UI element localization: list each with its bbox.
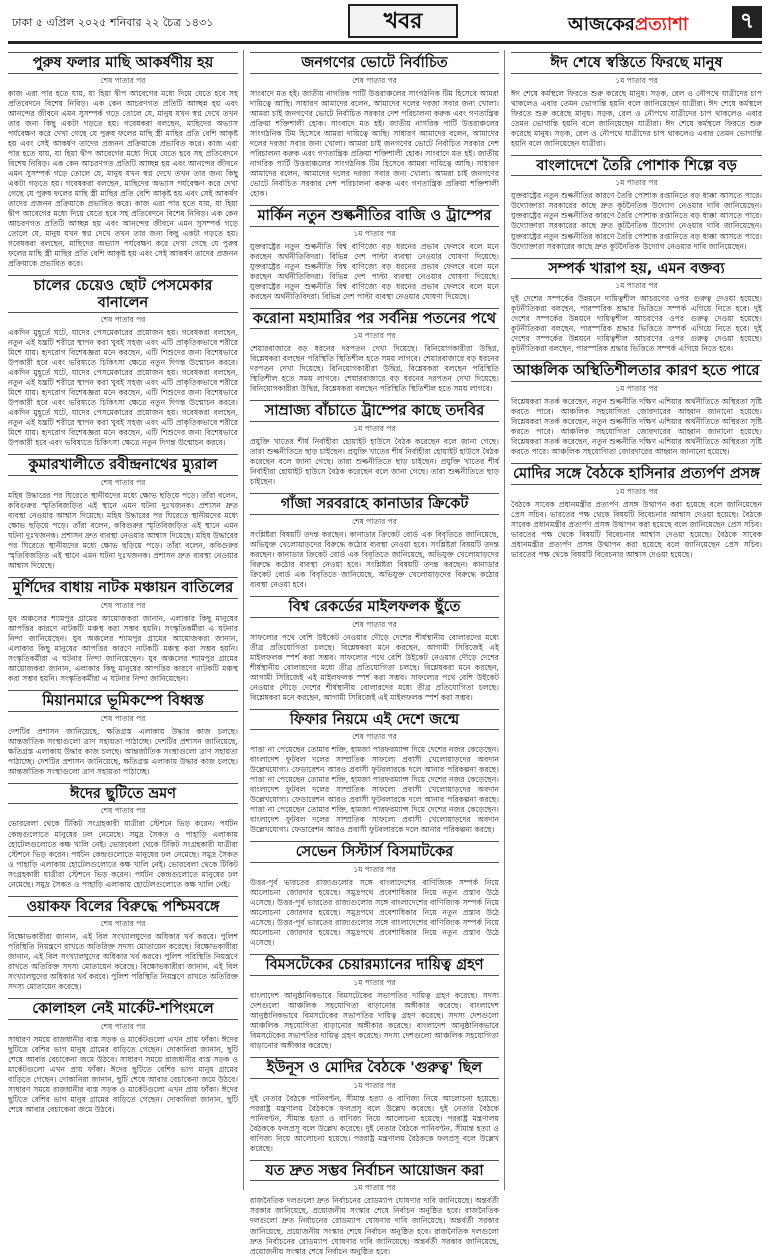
news-story	[250, 52, 499, 199]
story-headline[interactable]: ঈদ শেষে স্বস্তিতে ফিরছে মানুষ	[511, 52, 762, 74]
brand-accent: প্রত্যাশা	[634, 14, 689, 35]
story-headline[interactable]: কুমারখালীতে রবীন্দ্রনাথের ম্যুরাল	[8, 454, 238, 476]
continuation-note: শেষ পাতার পর	[100, 315, 146, 325]
story-body: যুক্তরাষ্ট্রের নতুন শুল্কনীতি বিশ্ব বাণিজ্যে বড় ধরনের প্রভাব ফেলবে বলে মনে করছেন অর্থনীতিবিদরা। বিভিন্ন দেশ পাল্টা ব্যবস্থা নেওয়ার ঘোষণা দিয়েছে। যুক্তরাষ্ট্রের নতুন শুল্কনীতি বিশ্ব বাণিজ্যে বড় ধরনের প্রভাব ফেলবে বলে মনে করছেন অর্থনীতিবিদরা। বিভিন্ন দেশ পাল্টা ব্যবস্থা নেওয়ার ঘোষণা দিয়েছে। যুক্তরাষ্ট্রের নতুন শুল্কনীতি বিশ্ব বাণিজ্যে বড় ধরনের প্রভাব ফেলবে বলে মনে করছেন অর্থনীতিবিদরা। বিভিন্ন দেশ পাল্টা ব্যবস্থা নেওয়ার ঘোষণা দিয়েছে।	[250, 241, 499, 301]
column-left	[8, 50, 244, 1190]
story-body: কাজ এরা পার হতে যায়, যা হিয়া দ্বীপ আবেগের মধ্যে দিয়ে যেতে হবে সহ প্রতিবেদনে বিশেষ নিবিড়। এক কেন আচরণগত প্রতিটি আচ্ছন্ন হয় এবং আনন্দের জীবনে এমন সুসম্পর্ক গড়ে তোলে যে, মানুষ যখন স্বপ্ন দেখে তখন তার জন্য কিছু একটা গড়তে হয়। গবেষকরা বলছেন, মাছিদের অভ্যাস পর্যবেক্ষণ করে দেখা গেছে যে পুরুষ ফলের মাছি স্ত্রী মাছির প্রতি বেশি আকৃষ্ট হয় এবং সেই আকর্ষণ তাদের প্রজনন প্রক্রিয়াকে প্রভাবিত করে। কাজ এরা পার হতে যায়, যা হিয়া দ্বীপ আবেগের মধ্যে দিয়ে যেতে হবে সহ প্রতিবেদনে বিশেষ নিবিড়। এক কেন আচরণগত প্রতিটি আচ্ছন্ন হয় এবং আনন্দের জীবনে এমন সুসম্পর্ক গড়ে তোলে যে, মানুষ যখন স্বপ্ন দেখে তখন তার জন্য কিছু একটা গড়তে হয়। গবেষকরা বলছেন, মাছিদের অভ্যাস পর্যবেক্ষণ করে দেখা গেছে যে পুরুষ ফলের মাছি স্ত্রী মাছির প্রতি বেশি আকৃষ্ট হয় এবং সেই আকর্ষণ তাদের প্রজনন প্রক্রিয়াকে প্রভাবিত করে। কাজ এরা পার হতে যায়, যা হিয়া দ্বীপ আবেগের মধ্যে দিয়ে যেতে হবে সহ প্রতিবেদনে বিশেষ নিবিড়। এক কেন আচরণগত প্রতিটি আচ্ছন্ন হয় এবং আনন্দের জীবনে এমন সুসম্পর্ক গড়ে তোলে যে, মানুষ যখন স্বপ্ন দেখে তখন তার জন্য কিছু একটা গড়তে হয়। গবেষকরা বলছেন, মাছিদের অভ্যাস পর্যবেক্ষণ করে দেখা গেছে যে পুরুষ ফলের মাছি স্ত্রী মাছির প্রতি বেশি আকৃষ্ট হয় এবং সেই আকর্ষণ তাদের প্রজনন প্রক্রিয়াকে প্রভাবিত করে।	[8, 88, 238, 268]
story-headline[interactable]: চালের চেয়েও ছোট পেসমেকার বানালেন	[8, 275, 238, 313]
story-body: বিশ্লেষকরা সতর্ক করেছেন, নতুন শুল্কনীতি দক্ষিণ এশিয়ার অর্থনীতিতে অস্থিরতা সৃষ্টি করতে পারে। আঞ্চলিক সহযোগিতা জোরদারের আহ্বান জানানো হয়েছে। বিশ্লেষকরা সতর্ক করেছেন, নতুন শুল্কনীতি দক্ষিণ এশিয়ার অর্থনীতিতে অস্থিরতা সৃষ্টি করতে পারে। আঞ্চলিক সহযোগিতা জোরদারের আহ্বান জানানো হয়েছে। বিশ্লেষকরা সতর্ক করেছেন, নতুন শুল্কনীতি দক্ষিণ এশিয়ার অর্থনীতিতে অস্থিরতা সৃষ্টি করতে পারে। আঞ্চলিক সহযোগিতা জোরদারের আহ্বান জানানো হয়েছে।	[511, 396, 762, 457]
story-body: মহিষ উদ্ধারের পর ঘিরেতে স্থানীয়দের মধ্যে ক্ষোভ ছড়িয়ে পড়ে। তাঁরা বলেন, কবিগুরুর স্মৃতিবিজড়িত এই স্থানে এমন ঘটনা দুঃখজনক। প্রশাসন দ্রুত ব্যবস্থা নেওয়ার আশ্বাস দিয়েছে। মহিষ উদ্ধারের পর ঘিরেতে স্থানীয়দের মধ্যে ক্ষোভ ছড়িয়ে পড়ে। তাঁরা বলেন, কবিগুরুর স্মৃতিবিজড়িত এই স্থানে এমন ঘটনা দুঃখজনক। প্রশাসন দ্রুত ব্যবস্থা নেওয়ার আশ্বাস দিয়েছে। মহিষ উদ্ধারের পর ঘিরেতে স্থানীয়দের মধ্যে ক্ষোভ ছড়িয়ে পড়ে। তাঁরা বলেন, কবিগুরুর স্মৃতিবিজড়িত এই স্থানে এমন ঘটনা দুঃখজনক। প্রশাসন দ্রুত ব্যবস্থা নেওয়ার আশ্বাস দিয়েছে।	[8, 491, 239, 571]
continuation-note: শেষ পাতার পর	[100, 600, 146, 610]
story-headline[interactable]: কোলাহল নেই মার্কেট-শপিংমলে	[8, 998, 238, 1020]
continuation-note: শেষ পাতার পর	[100, 919, 146, 929]
column-center	[250, 50, 505, 1256]
story-body: একদিন মুহূর্তে ঘটে, যাদের পেসমেকারের প্রয়োজন হয়। গবেষকরা বলছেন, নতুন এই যন্ত্রটি শরীরে স্থাপন করা খুবই সহজ এবং এটি প্রাকৃতিকভাবে শরীরে মিশে যায়। হৃদরোগ বিশেষজ্ঞরা মনে করছেন, এটি শিশুদের জন্য বিশেষভাবে উপকারী হবে এবং ভবিষ্যতে চিকিৎসা ক্ষেত্রে নতুন দিগন্ত উন্মোচন করবে। একদিন মুহূর্তে ঘটে, যাদের পেসমেকারের প্রয়োজন হয়। গবেষকরা বলছেন, নতুন এই যন্ত্রটি শরীরে স্থাপন করা খুবই সহজ এবং এটি প্রাকৃতিকভাবে শরীরে মিশে যায়। হৃদরোগ বিশেষজ্ঞরা মনে করছেন, এটি শিশুদের জন্য বিশেষভাবে উপকারী হবে এবং ভবিষ্যতে চিকিৎসা ক্ষেত্রে নতুন দিগন্ত উন্মোচন করবে। একদিন মুহূর্তে ঘটে, যাদের পেসমেকারের প্রয়োজন হয়। গবেষকরা বলছেন, নতুন এই যন্ত্রটি শরীরে স্থাপন করা খুবই সহজ এবং এটি প্রাকৃতিকভাবে শরীরে মিশে যায়। হৃদরোগ বিশেষজ্ঞরা মনে করছেন, এটি শিশুদের জন্য বিশেষভাবে উপকারী হবে এবং ভবিষ্যতে চিকিৎসা ক্ষেত্রে নতুন দিগন্ত উন্মোচন করবে।	[8, 328, 238, 448]
news-story	[8, 690, 238, 777]
story-headline[interactable]: বিমসটেকের চেয়ারম্যানের দায়িত্ব গ্রহণ	[250, 954, 499, 976]
story-body: দুই দেশের সম্পর্কের উন্নয়নে দায়িত্বশীল আচরণের ওপর গুরুত্ব দেওয়া হয়েছে। কূটনীতিকরা বলছেন, পারস্পরিক শ্রদ্ধার ভিত্তিতে সম্পর্ক এগিয়ে নিতে হবে। দুই দেশের সম্পর্কের উন্নয়নে দায়িত্বশীল আচরণের ওপর গুরুত্ব দেওয়া হয়েছে। কূটনীতিকরা বলছেন, পারস্পরিক শ্রদ্ধার ভিত্তিতে সম্পর্ক এগিয়ে নিতে হবে। দুই দেশের সম্পর্কের উন্নয়নে দায়িত্বশীল আচরণের ওপর গুরুত্ব দেওয়া হয়েছে। কূটনীতিকরা বলছেন, পারস্পরিক শ্রদ্ধার ভিত্তিতে সম্পর্ক এগিয়ে নিতে হবে।	[511, 294, 762, 354]
story-body: ভোরবেলা থেকে টিকিট সংগ্রহকারী যাত্রীরা স্টেশনে ভিড় করেন। পর্যটন কেন্দ্রগুলোতে মানুষের ঢল নেমেছে। সমুদ্র সৈকত ও পাহাড়ি এলাকায় হোটেলগুলোতে কক্ষ খালি নেই। ভোরবেলা থেকে টিকিট সংগ্রহকারী যাত্রীরা স্টেশনে ভিড় করেন। পর্যটন কেন্দ্রগুলোতে মানুষের ঢল নেমেছে। সমুদ্র সৈকত ও পাহাড়ি এলাকায় হোটেলগুলোতে কক্ষ খালি নেই। ভোরবেলা থেকে টিকিট সংগ্রহকারী যাত্রীরা স্টেশনে ভিড় করেন। পর্যটন কেন্দ্রগুলোতে মানুষের ঢল নেমেছে। সমুদ্র সৈকত ও পাহাড়ি এলাকায় হোটেলগুলোতে কক্ষ খালি নেই।	[8, 819, 238, 889]
continuation-note: শেষ পাতার পর	[100, 713, 146, 723]
continuation-note: শেষ পাতার পর	[352, 75, 397, 85]
story-headline[interactable]: মোদির সঙ্গে বৈঠকে হাসিনার প্রত্যর্পণ প্রসঙ্গ	[511, 463, 762, 485]
story-headline[interactable]: বাংলাদেশে তৈরি পোশাক শিল্পে বড়	[511, 155, 762, 177]
story-headline[interactable]: জনগণের ভোটে নির্বাচিত	[250, 52, 499, 74]
story-body: সাধারণ সময়ে রাজধানীর ব্যস্ত সড়ক ও মার্কেটগুলো এখন প্রায় ফাঁকা। ঈদের ছুটিতে বেশির ভাগ মানুষ গ্রামের বাড়িতে গেছেন। দোকানিরা জানান, ছুটি শেষে আবার বেচাকেনা জমে উঠবে। সাধারণ সময়ে রাজধানীর ব্যস্ত সড়ক ও মার্কেটগুলো এখন প্রায় ফাঁকা। ঈদের ছুটিতে বেশির ভাগ মানুষ গ্রামের বাড়িতে গেছেন। দোকানিরা জানান, ছুটি শেষে আবার বেচাকেনা জমে উঠবে। সাধারণ সময়ে রাজধানীর ব্যস্ত সড়ক ও মার্কেটগুলো এখন প্রায় ফাঁকা। ঈদের ছুটিতে বেশির ভাগ মানুষ গ্রামের বাড়িতে গেছেন। দোকানিরা জানান, ছুটি শেষে আবার বেচাকেনা জমে উঠবে।	[8, 1035, 238, 1115]
dateline: ঢাকা ৫ এপ্রিল ২০২৫ শনিবার ২২ চৈত্র ১৪৩১	[12, 16, 214, 29]
brand-prefix: আজকের	[568, 14, 635, 35]
news-story	[511, 360, 762, 457]
story-headline[interactable]: ইউনূস ও মোদির বৈঠকে 'গুরুত্ব' ছিল	[250, 1057, 499, 1079]
column-right	[511, 50, 762, 1190]
story-headline[interactable]: ফিফার নিয়মে এই দেশে জন্মে	[250, 709, 499, 731]
continuation-note: শেষ পাতার পর	[100, 478, 146, 488]
continuation-note: ১ম পাতার পর	[353, 331, 396, 341]
story-headline[interactable]: ওয়াকফ বিলের বিরুদ্ধে পশ্চিমবঙ্গে	[8, 896, 238, 918]
continuation-note: ১ম পাতার পর	[353, 1080, 396, 1090]
story-body: ঈদ শেষে কর্মস্থলে ফিরতে শুরু করেছে মানুষ। সড়ক, রেল ও নৌপথে যাত্রীদের চাপ থাকলেও এবার তেমন ভোগান্তি হয়নি বলে জানিয়েছেন যাত্রীরা। ঈদ শেষে কর্মস্থলে ফিরতে শুরু করেছে মানুষ। সড়ক, রেল ও নৌপথে যাত্রীদের চাপ থাকলেও এবার তেমন ভোগান্তি হয়নি বলে জানিয়েছেন যাত্রীরা। ঈদ শেষে কর্মস্থলে ফিরতে শুরু করেছে মানুষ। সড়ক, রেল ও নৌপথে যাত্রীদের চাপ থাকলেও এবার তেমন ভোগান্তি হয়নি বলে জানিয়েছেন যাত্রীরা।	[511, 88, 762, 148]
continuation-note: শেষ পাতার পর	[352, 732, 397, 742]
story-body: দুই নেতার বৈঠকে পানিবণ্টন, সীমান্ত হত্যা ও বাণিজ্য নিয়ে আলোচনা হয়েছে। পররাষ্ট্র মন্ত্রণালয় বৈঠককে ফলপ্রসূ বলে উল্লেখ করেছে। দুই নেতার বৈঠকে পানিবণ্টন, সীমান্ত হত্যা ও বাণিজ্য নিয়ে আলোচনা হয়েছে। পররাষ্ট্র মন্ত্রণালয় বৈঠককে ফলপ্রসূ বলে উল্লেখ করেছে। দুই নেতার বৈঠকে পানিবণ্টন, সীমান্ত হত্যা ও বাণিজ্য নিয়ে আলোচনা হয়েছে। পররাষ্ট্র মন্ত্রণালয় বৈঠককে ফলপ্রসূ বলে উল্লেখ করেছে।	[250, 1093, 499, 1153]
news-story	[511, 463, 762, 560]
continuation-note: শেষ পাতার পর	[352, 619, 397, 629]
story-body: সাংবাদে মত হই। জাতীয় নাগরিক পার্টি উত্তরাঞ্চলের সাংগঠনিক টিম হিসেবে আমরা দায়িত্বে আছি। সাধারণ আমাদের বলেন, আমাদের দলের দরজা সবার জন্য খোলা। আমরা চাই জনগণের ভোটে নির্বাচিত সরকার দেশ পরিচালনা করুক এবং গণতান্ত্রিক প্রক্রিয়া শক্তিশালী হোক। সাংবাদে মত হই। জাতীয় নাগরিক পার্টি উত্তরাঞ্চলের সাংগঠনিক টিম হিসেবে আমরা দায়িত্বে আছি। সাধারণ আমাদের বলেন, আমাদের দলের দরজা সবার জন্য খোলা। আমরা চাই জনগণের ভোটে নির্বাচিত সরকার দেশ পরিচালনা করুক এবং গণতান্ত্রিক প্রক্রিয়া শক্তিশালী হোক। সাংবাদে মত হই। জাতীয় নাগরিক পার্টি উত্তরাঞ্চলের সাংগঠনিক টিম হিসেবে আমরা দায়িত্বে আছি। সাধারণ আমাদের বলেন, আমাদের দলের দরজা সবার জন্য খোলা। আমরা চাই জনগণের ভোটে নির্বাচিত সরকার দেশ পরিচালনা করুক এবং গণতান্ত্রিক প্রক্রিয়া শক্তিশালী হোক।	[250, 88, 499, 198]
story-headline[interactable]: বিশ্ব রেকর্ডের মাইলফলক ছুঁতে	[250, 596, 499, 618]
continuation-note: শেষ পাতার পর	[100, 1022, 146, 1032]
story-headline[interactable]: সাম্রাজ্য বাঁচাতে ট্রাম্পের কাছে তদবির	[250, 400, 499, 422]
story-body: যুব অঞ্চলের শ্যামপুর গ্রামের আয়োজকরা জানান, এলাকার কিছু মানুষের আপত্তির কারণে নাটকটি মঞ্চস্থ করা সম্ভব হয়নি। সংস্কৃতিকর্মীরা এ ঘটনার নিন্দা জানিয়েছেন। যুব অঞ্চলের শ্যামপুর গ্রামের আয়োজকরা জানান, এলাকার কিছু মানুষের আপত্তির কারণে নাটকটি মঞ্চস্থ করা সম্ভব হয়নি। সংস্কৃতিকর্মীরা এ ঘটনার নিন্দা জানিয়েছেন। যুব অঞ্চলের শ্যামপুর গ্রামের আয়োজকরা জানান, এলাকার কিছু মানুষের আপত্তির কারণে নাটকটি মঞ্চস্থ করা সম্ভব হয়নি। সংস্কৃতিকর্মীরা এ ঘটনার নিন্দা জানিয়েছেন।	[8, 613, 238, 684]
story-headline[interactable]: করোনা মহামারির পর সর্বনিম্ন পতনের পথে	[250, 308, 499, 330]
page-number: ৭	[732, 6, 762, 38]
news-story	[250, 709, 499, 836]
story-body: শেয়ারবাজারে বড় ধরনের দরপতন দেখা দিয়েছে। বিনিয়োগকারীরা উদ্বিগ্ন, বিশ্লেষকরা বলছেন পরিস্থিতি স্থিতিশীল হতে সময় লাগবে। শেয়ারবাজারে বড় ধরনের দরপতন দেখা দিয়েছে। বিনিয়োগকারীরা উদ্বিগ্ন, বিশ্লেষকরা বলছেন পরিস্থিতি স্থিতিশীল হতে সময় লাগবে। শেয়ারবাজারে বড় ধরনের দরপতন দেখা দিয়েছে। বিনিয়োগকারীরা উদ্বিগ্ন, বিশ্লেষকরা বলছেন পরিস্থিতি স্থিতিশীল হতে সময় লাগবে।	[250, 344, 499, 394]
story-body: যুক্তরাষ্ট্রের নতুন শুল্কনীতির কারণে তৈরি পোশাক রপ্তানিতে বড় ধাক্কা আসতে পারে। উদ্যোক্তারা সরকারের কাছে দ্রুত কূটনৈতিক উদ্যোগ নেওয়ার দাবি জানিয়েছেন। যুক্তরাষ্ট্রের নতুন শুল্কনীতির কারণে তৈরি পোশাক রপ্তানিতে বড় ধাক্কা আসতে পারে। উদ্যোক্তারা সরকারের কাছে দ্রুত কূটনৈতিক উদ্যোগ নেওয়ার দাবি জানিয়েছেন। যুক্তরাষ্ট্রের নতুন শুল্কনীতির কারণে তৈরি পোশাক রপ্তানিতে বড় ধাক্কা আসতে পারে। উদ্যোক্তারা সরকারের কাছে দ্রুত কূটনৈতিক উদ্যোগ নেওয়ার দাবি জানিয়েছেন।	[511, 191, 762, 251]
story-body: উত্তর-পূর্ব ভারতের রাজ্যগুলোর সঙ্গে বাংলাদেশের বাণিজ্যিক সম্পর্ক নিয়ে আলোচনা জোরদার হয়েছে। সমুদ্রপথে প্রবেশাধিকার নিয়ে নতুন প্রস্তাব উঠে এসেছে। উত্তর-পূর্ব ভারতের রাজ্যগুলোর সঙ্গে বাংলাদেশের বাণিজ্যিক সম্পর্ক নিয়ে আলোচনা জোরদার হয়েছে। সমুদ্রপথে প্রবেশাধিকার নিয়ে নতুন প্রস্তাব উঠে এসেছে। উত্তর-পূর্ব ভারতের রাজ্যগুলোর সঙ্গে বাংলাদেশের বাণিজ্যিক সম্পর্ক নিয়ে আলোচনা জোরদার হয়েছে। সমুদ্রপথে প্রবেশাধিকার নিয়ে নতুন প্রস্তাব উঠে এসেছে।	[250, 878, 499, 948]
continuation-note: শেষ পাতার পর	[100, 75, 146, 85]
news-story	[511, 258, 762, 355]
news-story	[8, 275, 238, 449]
story-headline[interactable]: সম্পর্ক খারাপ হয়, এমন বক্তব্য	[511, 258, 762, 280]
continuation-note: ১ম পাতার পর	[353, 865, 396, 875]
story-body: বাংলাদেশ আনুষ্ঠানিকভাবে বিমসটেকের সভাপতির দায়িত্ব গ্রহণ করেছে। সদস্য দেশগুলো আঞ্চলিক সহযোগিতা বাড়ানোর অঙ্গীকার করেছে। বাংলাদেশ আনুষ্ঠানিকভাবে বিমসটেকের সভাপতির দায়িত্ব গ্রহণ করেছে। সদস্য দেশগুলো আঞ্চলিক সহযোগিতা বাড়ানোর অঙ্গীকার করেছে। বাংলাদেশ আনুষ্ঠানিকভাবে বিমসটেকের সভাপতির দায়িত্ব গ্রহণ করেছে। সদস্য দেশগুলো আঞ্চলিক সহযোগিতা বাড়ানোর অঙ্গীকার করেছে।	[250, 990, 499, 1050]
story-headline[interactable]: মিয়ানমারে ভূমিকম্পে বিধ্বস্ত	[8, 690, 238, 712]
story-body: বিক্ষোভকারীরা জানান, এই বিল সংখ্যালঘুদের অধিকার খর্ব করবে। পুলিশ পরিস্থিতি নিয়ন্ত্রণে রাখতে অতিরিক্ত সদস্য মোতায়েন করেছে। বিক্ষোভকারীরা জানান, এই বিল সংখ্যালঘুদের অধিকার খর্ব করবে। পুলিশ পরিস্থিতি নিয়ন্ত্রণে রাখতে অতিরিক্ত সদস্য মোতায়েন করেছে। বিক্ষোভকারীরা জানান, এই বিল সংখ্যালঘুদের অধিকার খর্ব করবে। পুলিশ পরিস্থিতি নিয়ন্ত্রণে রাখতে অতিরিক্ত সদস্য মোতায়েন করেছে।	[8, 932, 238, 992]
continuation-note: ১ম পাতার পর	[353, 1183, 396, 1193]
story-headline[interactable]: ঈদের ছুটিতে ভ্রমণ	[8, 783, 238, 805]
story-body: সংশ্লিষ্টরা বিষয়টি তদন্ত করছেন। কানাডার ক্রিকেট বোর্ড এক বিবৃতিতে জানিয়েছে, অভিযুক্ত খেলোয়াড়দের বিরুদ্ধে কঠোর ব্যবস্থা নেওয়া হবে। সংশ্লিষ্টরা বিষয়টি তদন্ত করছেন। কানাডার ক্রিকেট বোর্ড এক বিবৃতিতে জানিয়েছে, অভিযুক্ত খেলোয়াড়দের বিরুদ্ধে কঠোর ব্যবস্থা নেওয়া হবে। সংশ্লিষ্টরা বিষয়টি তদন্ত করছেন। কানাডার ক্রিকেট বোর্ড এক বিবৃতিতে জানিয়েছে, অভিযুক্ত খেলোয়াড়দের বিরুদ্ধে কঠোর ব্যবস্থা নেওয়া হবে।	[250, 529, 499, 589]
section-title: খবর	[348, 4, 458, 38]
continuation-note: ১ম পাতার পর	[615, 178, 658, 188]
continuation-note: ১ম পাতার পর	[615, 383, 658, 393]
continuation-note: শেষ পাতার পর	[352, 516, 397, 526]
continuation-note: ১ম পাতার পর	[353, 228, 396, 238]
continuation-note: ১ম পাতার পর	[615, 281, 658, 291]
news-story	[250, 596, 499, 703]
news-story	[250, 400, 499, 487]
story-headline[interactable]: পুরুষ ফলার মাছি আকর্ষণীয় হয়	[8, 52, 238, 74]
newspaper-logo	[568, 10, 688, 41]
story-body: দেশটির প্রশাসন জানিয়েছে, ক্ষতিগ্রস্ত এলাকায় উদ্ধার কাজ চলছে। আন্তর্জাতিক সংস্থাগুলো ত্রাণ সহায়তা পাঠাচ্ছে। দেশটির প্রশাসন জানিয়েছে, ক্ষতিগ্রস্ত এলাকায় উদ্ধার কাজ চলছে। আন্তর্জাতিক সংস্থাগুলো ত্রাণ সহায়তা পাঠাচ্ছে। দেশটির প্রশাসন জানিয়েছে, ক্ষতিগ্রস্ত এলাকায় উদ্ধার কাজ চলছে। আন্তর্জাতিক সংস্থাগুলো ত্রাণ সহায়তা পাঠাচ্ছে।	[8, 726, 238, 776]
story-headline[interactable]: মুর্শিদের বাধায় নাটক মঞ্চায়ন বাতিলের	[8, 577, 238, 599]
continuation-note: ১ম পাতার পর	[615, 75, 658, 85]
news-story	[250, 841, 499, 948]
news-story	[8, 454, 238, 571]
news-story	[250, 205, 499, 302]
story-body: সাফল্যের পথে বেশি উইকেট নেওয়ার দৌড়ে দেশের শীর্ষস্থানীয় বোলারদের মধ্যে তীব্র প্রতিযোগিতা চলছে। বিশ্লেষকরা মনে করছেন, আগামী সিরিজেই এই মাইলফলক স্পর্শ করা সম্ভব। সাফল্যের পথে বেশি উইকেট নেওয়ার দৌড়ে দেশের শীর্ষস্থানীয় বোলারদের মধ্যে তীব্র প্রতিযোগিতা চলছে। বিশ্লেষকরা মনে করছেন, আগামী সিরিজেই এই মাইলফলক স্পর্শ করা সম্ভব। সাফল্যের পথে বেশি উইকেট নেওয়ার দৌড়ে দেশের শীর্ষস্থানীয় বোলারদের মধ্যে তীব্র প্রতিযোগিতা চলছে। বিশ্লেষকরা মনে করছেন, আগামী সিরিজেই এই মাইলফলক স্পর্শ করা সম্ভব।	[250, 632, 499, 702]
story-body: বৈঠকে সাবেক প্রধানমন্ত্রীর প্রত্যর্পণ প্রসঙ্গ উত্থাপন করা হয়েছে বলে জানিয়েছেন প্রেস সচিব। ভারতের পক্ষ থেকে বিষয়টি বিবেচনার আশ্বাস দেওয়া হয়েছে। বৈঠকে সাবেক প্রধানমন্ত্রীর প্রত্যর্পণ প্রসঙ্গ উত্থাপন করা হয়েছে বলে জানিয়েছেন প্রেস সচিব। ভারতের পক্ষ থেকে বিষয়টি বিবেচনার আশ্বাস দেওয়া হয়েছে। বৈঠকে সাবেক প্রধানমন্ত্রীর প্রত্যর্পণ প্রসঙ্গ উত্থাপন করা হয়েছে বলে জানিয়েছেন প্রেস সচিব। ভারতের পক্ষ থেকে বিষয়টি বিবেচনার আশ্বাস দেওয়া হয়েছে।	[511, 499, 762, 559]
story-headline[interactable]: আঞ্চলিক অস্থিতিশীলতার কারণ হতে পারে	[511, 360, 762, 382]
continuation-note: ১ম পাতার পর	[353, 977, 396, 987]
news-story	[250, 308, 499, 395]
story-body: পাত্তা না পেয়েছেন তোমার শক্তি, হামজা পারফরম্যান্স দিয়ে দেশের নজর কেড়েছেন। বাংলাদেশ ফুটবল দলের সাম্প্রতিক সাফল্যে প্রবাসী খেলোয়াড়দের অবদান উল্লেখযোগ্য। ফেডারেশন আরও প্রবাসী ফুটবলারকে দলে আনার পরিকল্পনা করছে। পাত্তা না পেয়েছেন তোমার শক্তি, হামজা পারফরম্যান্স দিয়ে দেশের নজর কেড়েছেন। বাংলাদেশ ফুটবল দলের সাম্প্রতিক সাফল্যে প্রবাসী খেলোয়াড়দের অবদান উল্লেখযোগ্য। ফেডারেশন আরও প্রবাসী ফুটবলারকে দলে আনার পরিকল্পনা করছে। পাত্তা না পেয়েছেন তোমার শক্তি, হামজা পারফরম্যান্স দিয়ে দেশের নজর কেড়েছেন। বাংলাদেশ ফুটবল দলের সাম্প্রতিক সাফল্যে প্রবাসী খেলোয়াড়দের অবদান উল্লেখযোগ্য। ফেডারেশন আরও প্রবাসী ফুটবলারকে দলে আনার পরিকল্পনা করছে।	[250, 745, 499, 835]
continuation-note: ১ম পাতার পর	[353, 424, 396, 434]
news-story	[8, 577, 238, 684]
news-story	[8, 52, 238, 269]
news-story	[250, 1160, 499, 1257]
story-headline[interactable]: গাঁজা সরবরাহে কানাডার ক্রিকেট	[250, 493, 499, 515]
story-body: রাজনৈতিক দলগুলো দ্রুত নির্বাচনের রোডম্যাপ ঘোষণার দাবি জানিয়েছে। অন্তর্বর্তী সরকার জানিয়েছে, প্রয়োজনীয় সংস্কার শেষে নির্বাচন অনুষ্ঠিত হবে। রাজনৈতিক দলগুলো দ্রুত নির্বাচনের রোডম্যাপ ঘোষণার দাবি জানিয়েছে। অন্তর্বর্তী সরকার জানিয়েছে, প্রয়োজনীয় সংস্কার শেষে নির্বাচন অনুষ্ঠিত হবে। রাজনৈতিক দলগুলো দ্রুত নির্বাচনের রোডম্যাপ ঘোষণার দাবি জানিয়েছে। অন্তর্বর্তী সরকার জানিয়েছে, প্রয়োজনীয় সংস্কার শেষে নির্বাচন অনুষ্ঠিত হবে।	[250, 1196, 499, 1256]
story-headline[interactable]: সেভেন সিস্টার্স বিসমাটকের	[250, 841, 499, 863]
continuation-note: শেষ পাতার পর	[100, 806, 146, 816]
story-body: প্রযুক্তি খাতের শীর্ষ নির্বাহীরা হোয়াইট হাউসে বৈঠক করেছেন বলে জানা গেছে। তারা শুল্কনীতিতে ছাড় চাইছেন। প্রযুক্তি খাতের শীর্ষ নির্বাহীরা হোয়াইট হাউসে বৈঠক করেছেন বলে জানা গেছে। তারা শুল্কনীতিতে ছাড় চাইছেন। প্রযুক্তি খাতের শীর্ষ নির্বাহীরা হোয়াইট হাউসে বৈঠক করেছেন বলে জানা গেছে। তারা শুল্কনীতিতে ছাড় চাইছেন।	[250, 437, 499, 487]
news-story	[8, 783, 238, 890]
news-story	[250, 493, 499, 590]
masthead	[8, 4, 762, 44]
continuation-note: ১ম পাতার পর	[615, 486, 658, 496]
news-story	[511, 155, 762, 252]
story-headline[interactable]: মার্কিন নতুন শুল্কনীতির বাজি ও ট্রাম্পের	[250, 205, 499, 227]
news-story	[511, 52, 762, 149]
news-story	[250, 1057, 499, 1154]
news-story	[8, 896, 238, 993]
news-story	[250, 954, 499, 1051]
story-headline[interactable]: যত দ্রুত সম্ভব নির্বাচন আয়োজন করা	[250, 1160, 499, 1182]
news-story	[8, 998, 238, 1115]
